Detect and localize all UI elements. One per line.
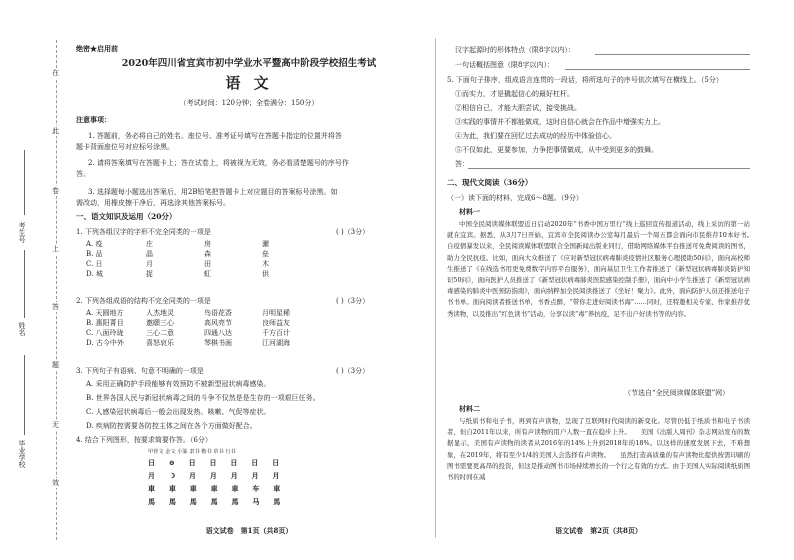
subject-title: 语 文 [225,74,273,92]
evolution-row: 馬 馬 馬 馬 馬 马 馬 [148,497,284,506]
option[interactable]: A. 天圆地方 [86,309,124,317]
option: 千方百计 [262,329,290,337]
option: 田 [204,260,211,268]
notes-heading: 注意事项： [76,115,111,124]
question-stem: 5. 下面句子排序，组成语言连贯的一段话，将所选句子的序号依次填写在横线上。（5分） [447,76,723,84]
q1-options [86,239,320,279]
option: 高风亮节 [204,319,232,327]
answer-label: 答： [455,160,469,168]
option: 捉 [146,270,153,278]
binding-char: 答 [52,303,59,311]
note-line: 3. 选择题每小题选出答案后，用2B铅笔把答题卡上对应题目的答案标号涂黑。如 [88,188,338,196]
binding-char: 上 [52,245,59,253]
option[interactable]: C. 八面玲珑 [86,329,124,337]
option: 人杰地灵 [146,309,174,317]
section-heading: 一、语文知识及运用（20分） [76,212,177,221]
evolution-row: 日 ⊖ 日 日 日 日 日 [148,458,283,467]
sentence-item: ③实践的事情并不都能做成，这时自信心就会在作品中增强实力上。 [455,118,665,126]
evolution-row: 月 ☽ 月 月 月 月 月 [148,471,283,480]
answer-line [595,54,750,55]
question-score: ( )（3分） [336,228,370,236]
option: 森 [204,250,211,258]
binding-char: 卷 [52,187,59,195]
option[interactable]: D. 古今中外 [86,339,124,347]
sentence-item: ①而实力，才是撬起信心的最好杠杆。 [455,90,574,98]
option: 晶 [146,250,153,258]
binding-char: 在 [52,69,59,77]
option[interactable]: D. 城 [86,270,103,278]
material-label: 材料二 [459,404,480,413]
option: 垒 [262,250,269,258]
option: 邀願三心 [146,319,174,327]
note-line: 题卡背面座位号对应标号涂黑。 [76,143,174,151]
option[interactable]: A. 采用正确防护手段能够有效预防不被新型冠状病毒感染。 [86,380,271,388]
option: 鸟语花香 [204,309,232,317]
option: 庄 [146,240,153,248]
option: 虹 [204,270,211,278]
note-line: 2. 请将答案填写在答题卡上；答在试卷上，将被视为无效，务必看清楚题号的序号作 [88,159,349,167]
option: 月 [146,260,153,268]
note-line: 答。 [76,170,90,178]
note-line: 需改动，用橡皮擦干净后，再选涂其他答案标号。 [76,199,230,207]
note-line: 1. 答题前，务必将自己的姓名、座位号、准考证号填写在答题卡指定的位置并将答 [88,132,342,140]
evolution-header: 甲骨文 金文 小篆 隶书 楷书 草书 行书 [148,449,236,455]
option[interactable]: C. 日 [86,260,103,268]
option[interactable]: B. 品 [86,250,103,258]
q2-options [86,308,320,348]
material-label: 材料一 [459,207,480,216]
school-label: 毕业学校 [18,440,26,468]
option: 木 [262,260,269,268]
page-footer: 语文试卷 第2页（共8页） [555,526,642,535]
question-stem: 4. 结合下列图形，按要求简要作答。（6分） [76,436,212,444]
question-stem: 1. 下列各组汉字的字形不完全同类的一项是 [76,228,211,236]
answer-line [565,69,750,70]
question-stem: 2. 下列各组成语的结构不完全同类的一项是 [76,297,211,305]
subsection-heading: （一）读下面的材料，完成6～8题。（9分） [447,194,583,202]
section-heading: 二、现代文阅读（36分） [447,178,533,187]
option: 月明星稀 [262,309,290,317]
sentence-item: ④为此，我们要在回忆过去成功的经历中体验信心。 [455,132,616,140]
material-text: 中国全民阅读媒体联盟近日启动2020年“书香中国万里行”线上巡回宣传报道活动，线上采访的第一站就在宜宾。据悉，从3月7日开始，宜宾市全民阅读办公室每月最后一个周五都会面向市民推荐10本好书。 自疫情暴发以来，全民阅读媒体联盟联合全国新闻出版业同行，借助网络媒体平台推送可免费阅读的图书，助力全民抗疫。比如，面向大众推送了《应对新型冠状病毒肺炎疫情社区服务心理援助50问》，面向高校师生推送了《在线选书用更免费数字内容平台服务》，面向基层卫生工作者推送了《新型冠状病毒肺炎防护知识50问》，面向医护人员推送了《新型冠状病毒肺炎医院感染控制手册》，面向中小学生推送了《新型冠状病毒感染的肺炎中医预防指南》，面向纳粹加全民阅读推送了《坐好！聚力》。此外，面向防护人员还推送电子书书单。面向阅读者推送书单，书香点醉，“带你走进好阅读书海”……同时，还特邀相关专家、作家推荐优秀读物，以及推出“红色读书”活动，分享以读“毒”养抗疫，足不出户好读书等的内容。 [447,220,763,318]
name-label: 姓名 [18,322,26,336]
option: 喜怒哀乐 [146,339,174,347]
name-line [24,250,25,318]
page-footer: 语文试卷 第1页（共8页） [205,526,293,535]
question-score: ( )（3分） [336,367,370,375]
material-text: 与纸质书和电子书，再到有声读物，呈现了互联网时代阅读的新变化。尽管仍低于纸质书和电子书读者，但自2011年以来，所有声读物的用户人数一直在稳步上升。 美国《出版人周刊》杂志网站发布的数据显示，美国有声读物的读者从2016年的14%上升到2018年的18%。以这样的速度发展下去，不难想象，在2019年，将有至少1/4的美国人会选择有声读物。 虽然打造高质量的有声读物比提供按需印刷的图书需要更高昂的投资，但这是推动图书市场持续增长的一个行之有效的方式。由于美国人实际阅读纸质图书的时间在减 [447,417,750,482]
school-line [24,355,25,435]
q4-answer-b: 一句话概括图意（限8字以内）： [455,61,554,69]
exam-title: 2020年四川省宜宾市初中学业水平暨高中阶段学校招生考试 [121,58,377,69]
option[interactable]: B. 惠阳菁目 [86,319,124,327]
option: 供 [262,270,269,278]
option: 四通八达 [204,329,232,337]
answer-line [468,168,750,169]
option[interactable]: A. 疫 [86,240,103,248]
exam-number-label: 考生号 [18,222,26,243]
binding-char: 无 [52,421,59,429]
exam-info: （考试时间：120分钟；全卷满分：150分） [179,99,319,107]
binding-char: 效 [52,479,59,487]
secret-mark: 绝密★启用前 [76,44,118,53]
question-score: ( )（3分） [336,297,370,305]
option[interactable]: C. 人感染冠状病毒后一般会出现发热、咳嗽、气促等症状。 [86,408,271,416]
sentence-item: ⑤不仅如此，更要参加，力争把事情做成，从中受到更多的鼓舞。 [455,146,658,154]
option[interactable]: D. 疾病防控需要各防控主体之间在各个方面做好配合。 [86,422,257,430]
q4-answer-a: 汉字起源时的形体特点（限8字以内）： [455,46,575,54]
binding-char: 题 [52,361,59,369]
evolution-row: 車 車 車 車 車 车 車 [148,484,284,493]
option: 灑 [262,240,269,248]
question-stem: 3. 下列句子有语病、句意不明确的一项是 [76,367,204,375]
option: 三心二意 [146,329,174,337]
binding-strip [0,0,70,560]
binding-char: 此 [52,127,59,135]
option: 良师益友 [262,319,290,327]
option: 房 [204,240,211,248]
material-source: （节选自“全民阅读媒体联盟”网） [624,389,730,397]
exam-number-line [24,150,25,215]
option: 琴棋书画 [204,339,232,347]
page-divider [435,38,436,538]
option: 江河湖海 [262,339,290,347]
sentence-item: ②相信自己，才能大胆尝试，接受挑战。 [455,104,581,112]
option[interactable]: B. 世界各国人民与新冠状病毒之间的斗争不仅然是是生存的一项艰巨任务。 [86,394,320,402]
binding-dashed-line [56,40,57,540]
